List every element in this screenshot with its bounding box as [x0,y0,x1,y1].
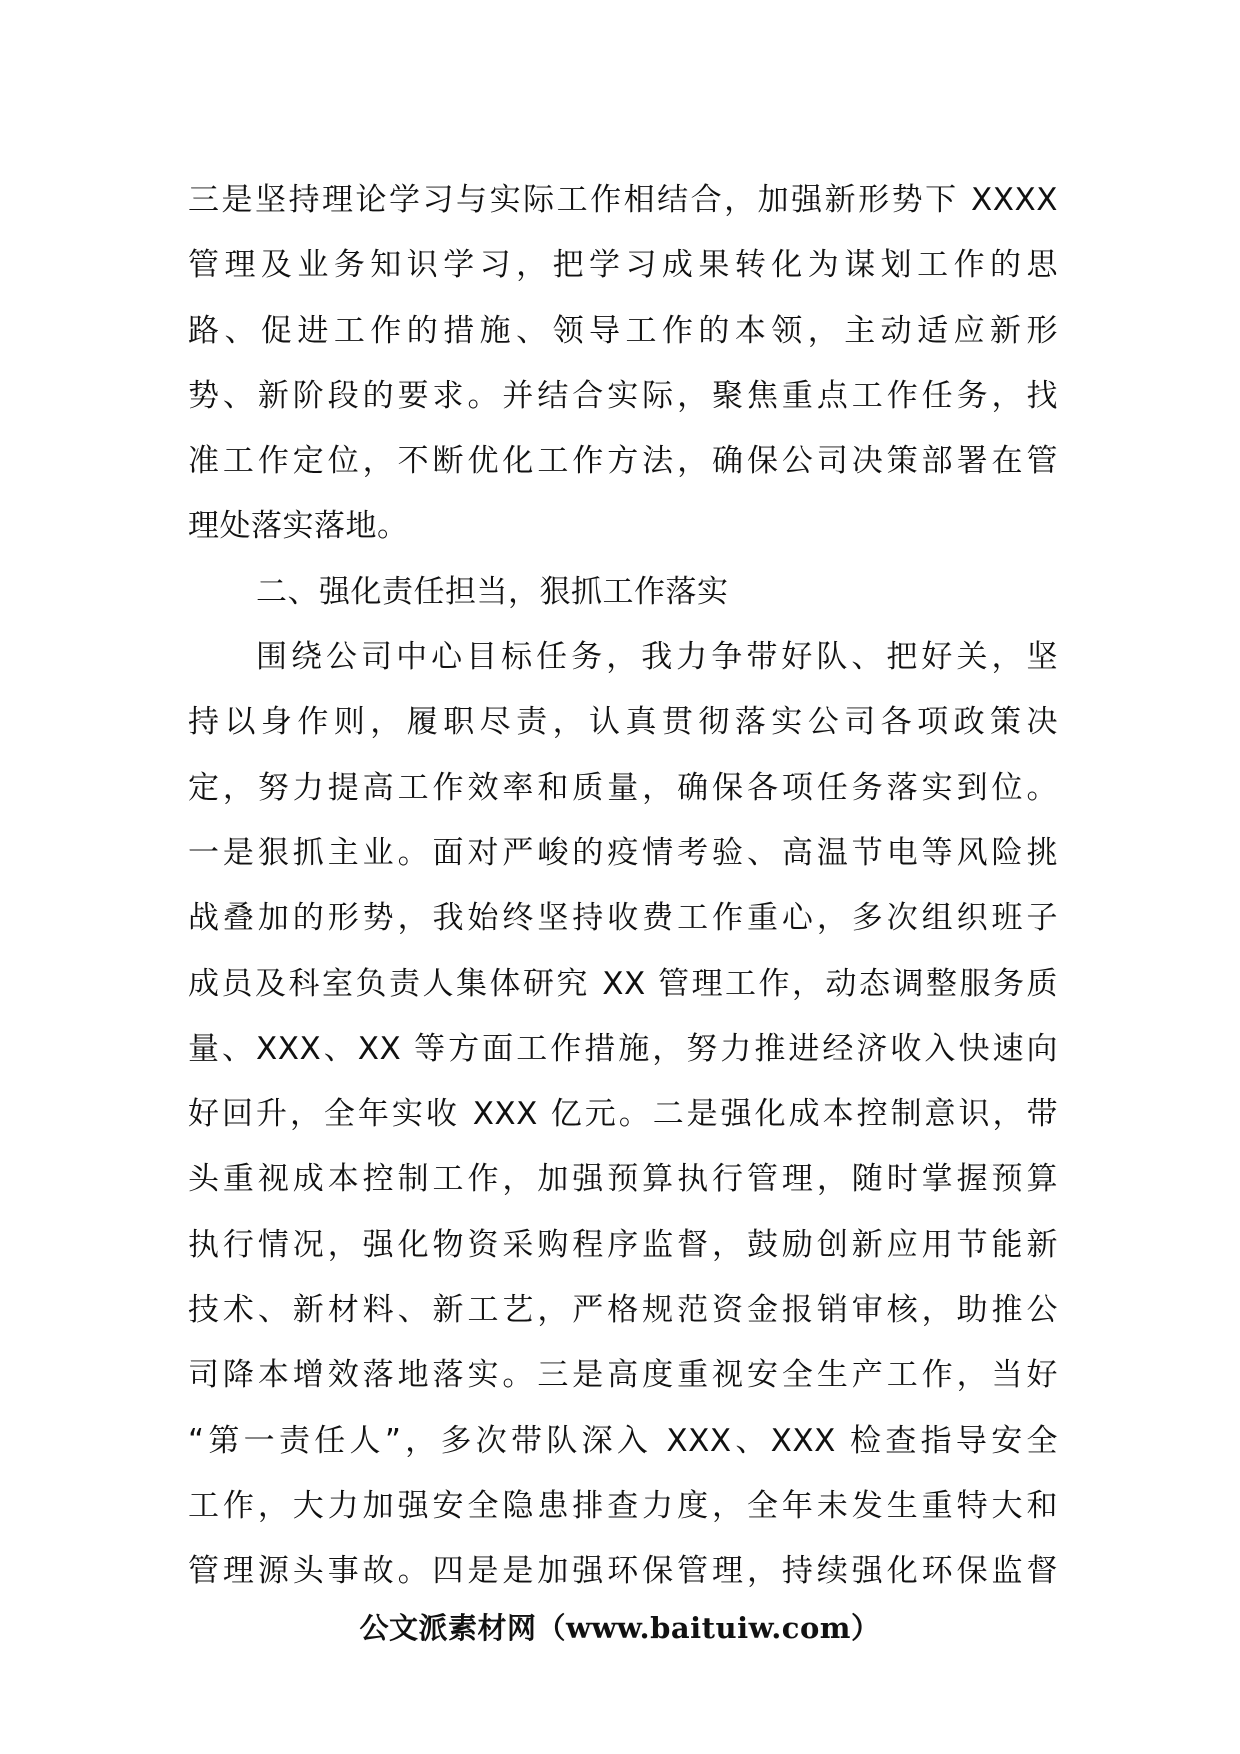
paragraph-line-21: 工作，大力加强安全隐患排查力度，全年未发生重特大和 [188,1487,1058,1524]
paragraph-line-18: 技术、新材料、新工艺，严格规范资金报销审核，助推公 [188,1292,1058,1329]
document-body [188,168,1058,1605]
paragraph-line-3: 路、促进工作的措施、领导工作的本领，主动适应新形 [188,312,1058,349]
paragraph-line-22: 管理源头事故。四是是加强环保管理，持续强化环保监督 [188,1553,1058,1590]
paragraph-line-11: 一是狠抓主业。面对严峻的疫情考验、高温节电等风险挑 [188,834,1058,871]
footer-watermark-text: 公文派素材网（www.baituiw.com） [359,1611,881,1645]
paragraph-line-20: “第一责任人”，多次带队深入 XXX、XXX 检查指导安全 [188,1422,1058,1459]
paragraph-line-16: 头重视成本控制工作，加强预算执行管理，随时掌握预算 [188,1161,1058,1198]
paragraph-line-4: 势、新阶段的要求。并结合实际，聚焦重点工作任务，找 [188,377,1058,414]
paragraph-line-6: 理处落实落地。 [188,508,409,545]
section-heading: 二、强化责任担当，狠抓工作落实 [256,573,729,610]
paragraph-line-2: 管理及业务知识学习，把学习成果转化为谋划工作的思 [188,247,1058,284]
paragraph-line-8: 围绕公司中心目标任务，我力争带好队、把好关，坚 [256,639,1058,676]
paragraph-line-13: 成员及科室负责人集体研究 XX 管理工作，动态调整服务质 [188,965,1058,1002]
paragraph-line-15: 好回升，全年实收 XXX 亿元。二是强化成本控制意识，带 [188,1096,1058,1133]
paragraph-line-19: 司降本增效落地落实。三是高度重视安全生产工作，当好 [188,1357,1058,1394]
paragraph-line-9: 持以身作则，履职尽责，认真贯彻落实公司各项政策决 [188,704,1058,741]
paragraph-line-5: 准工作定位，不断优化工作方法，确保公司决策部署在管 [188,443,1058,480]
paragraph-line-14: 量、XXX、XX 等方面工作措施，努力推进经济收入快速向 [188,1030,1058,1067]
paragraph-line-10: 定，努力提高工作效率和质量，确保各项任务落实到位。 [188,769,1058,806]
paragraph-line-17: 执行情况，强化物资采购程序监督，鼓励创新应用节能新 [188,1226,1058,1263]
paragraph-line-12: 战叠加的形势，我始终坚持收费工作重心，多次组织班子 [188,900,1058,937]
paragraph-line-1: 三是坚持理论学习与实际工作相结合，加强新形势下 XXXX [188,182,1058,218]
